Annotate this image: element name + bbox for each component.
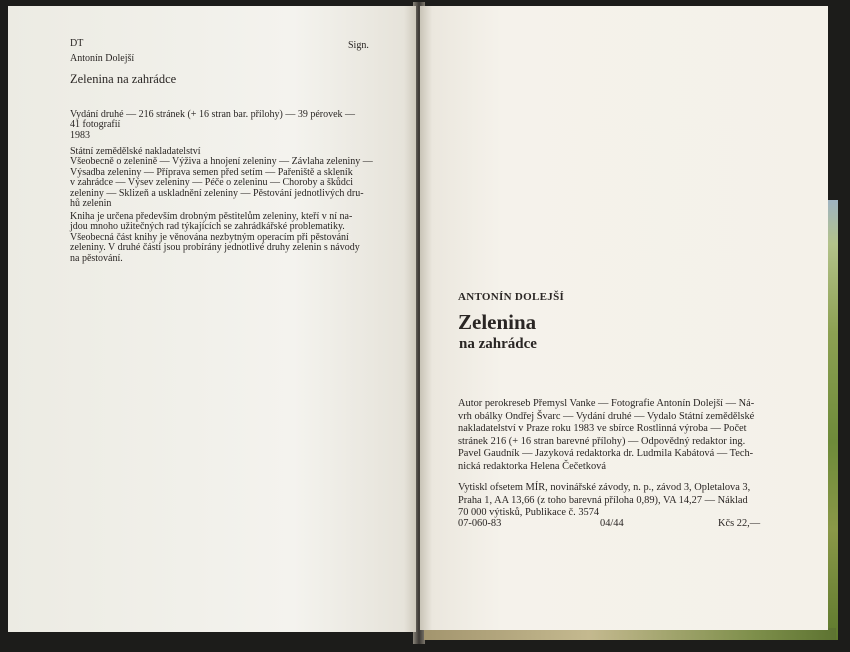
publisher-line: Výsadba zeleniny — Příprava semen před setím — Pařeniště a skleník (70, 166, 353, 178)
catalog-title: Zelenina na zahrádce (70, 72, 177, 86)
catalog-author: Antonín Dolejší (70, 53, 135, 64)
edition-line: 41 fotografií (70, 119, 121, 131)
right-page (420, 6, 828, 630)
credits-line: Pavel Gaudník — Jazyková redaktorka dr. Ludmila Kabátová — Tech- (458, 448, 754, 459)
printing-info (458, 482, 750, 520)
credits (458, 398, 754, 473)
edition-info (70, 110, 355, 141)
credits-line: stránek 216 (+ 16 stran barevné přílohy) — Odpovědný redaktor ing. (458, 435, 746, 447)
description-line: Všeobecná část knihy je věnována nezbytným operacím při pěstování (70, 231, 349, 243)
printing-line: Praha 1, AA 13,66 (z toho barevná příloha 0,89), VA 14,27 — Náklad (458, 494, 748, 506)
publisher-contents (70, 147, 373, 209)
publisher-line: Státní zemědělské nakladatelství (70, 146, 201, 157)
description-line: jdou mnoho užitečných rad týkajících se zahrádkářské problematiky. (70, 221, 345, 233)
publisher-line: hů zelenin (70, 198, 112, 210)
book-description (70, 212, 360, 264)
left-page (8, 6, 416, 632)
publisher-line: zeleniny — Sklizeň a uskladnění zeleniny — Pěstování jednotlivých dru- (70, 187, 364, 199)
title-page-subtitle: na zahrádce (459, 336, 537, 352)
publisher-line: Všeobecně o zelenině — Výživa a hnojení zeleniny — Závlaha zeleniny — (70, 156, 373, 168)
description-line: zeleniny. V druhé části jsou probírány jednotlivé druhy zelenin s návody (70, 242, 360, 254)
edition-line: Vydání druhé — 216 stránek (+ 16 stran bar. přílohy) — 39 pérovek — (70, 109, 356, 120)
printing-line: 70 000 výtisků, Publikace č. 3574 (458, 507, 600, 518)
sign-label: Sign. (348, 40, 369, 51)
edition-number: 04/44 (600, 518, 624, 529)
credits-line: Autor perokreseb Přemysl Vanke — Fotografie Antonín Dolejší — Ná- (458, 398, 755, 409)
description-line: Kniha je určena především drobným pěstitelům zeleniny, kteří v ní na- (70, 211, 353, 222)
catalog-code: 07-060-83 (458, 518, 502, 529)
price: Kčs 22,— (718, 518, 761, 529)
publisher-line: v zahrádce — Výsev zeleniny — Péče o zeleninu — Choroby a škůdci (70, 177, 354, 189)
printing-line: Vytiskl ofsetem MÍR, novinářské závody, n. p., závod 3, Opletalova 3, (458, 482, 751, 493)
series-code: DT (70, 38, 84, 49)
title-page-title: Zelenina (458, 310, 537, 334)
edition-line: 1983 (70, 129, 90, 141)
description-line: na pěstování. (70, 252, 123, 264)
credits-line: nická redaktorka Helena Čečetková (458, 460, 606, 472)
title-page-author: ANTONÍN DOLEJŠÍ (458, 291, 565, 303)
credits-line: vrh obálky Ondřej Švarc — Vydání druhé — Vydalo Státní zemědělské (458, 410, 755, 422)
credits-line: nakladatelství v Praze roku 1983 ve sbírce Rostlinná výroba — Počet (458, 423, 747, 434)
